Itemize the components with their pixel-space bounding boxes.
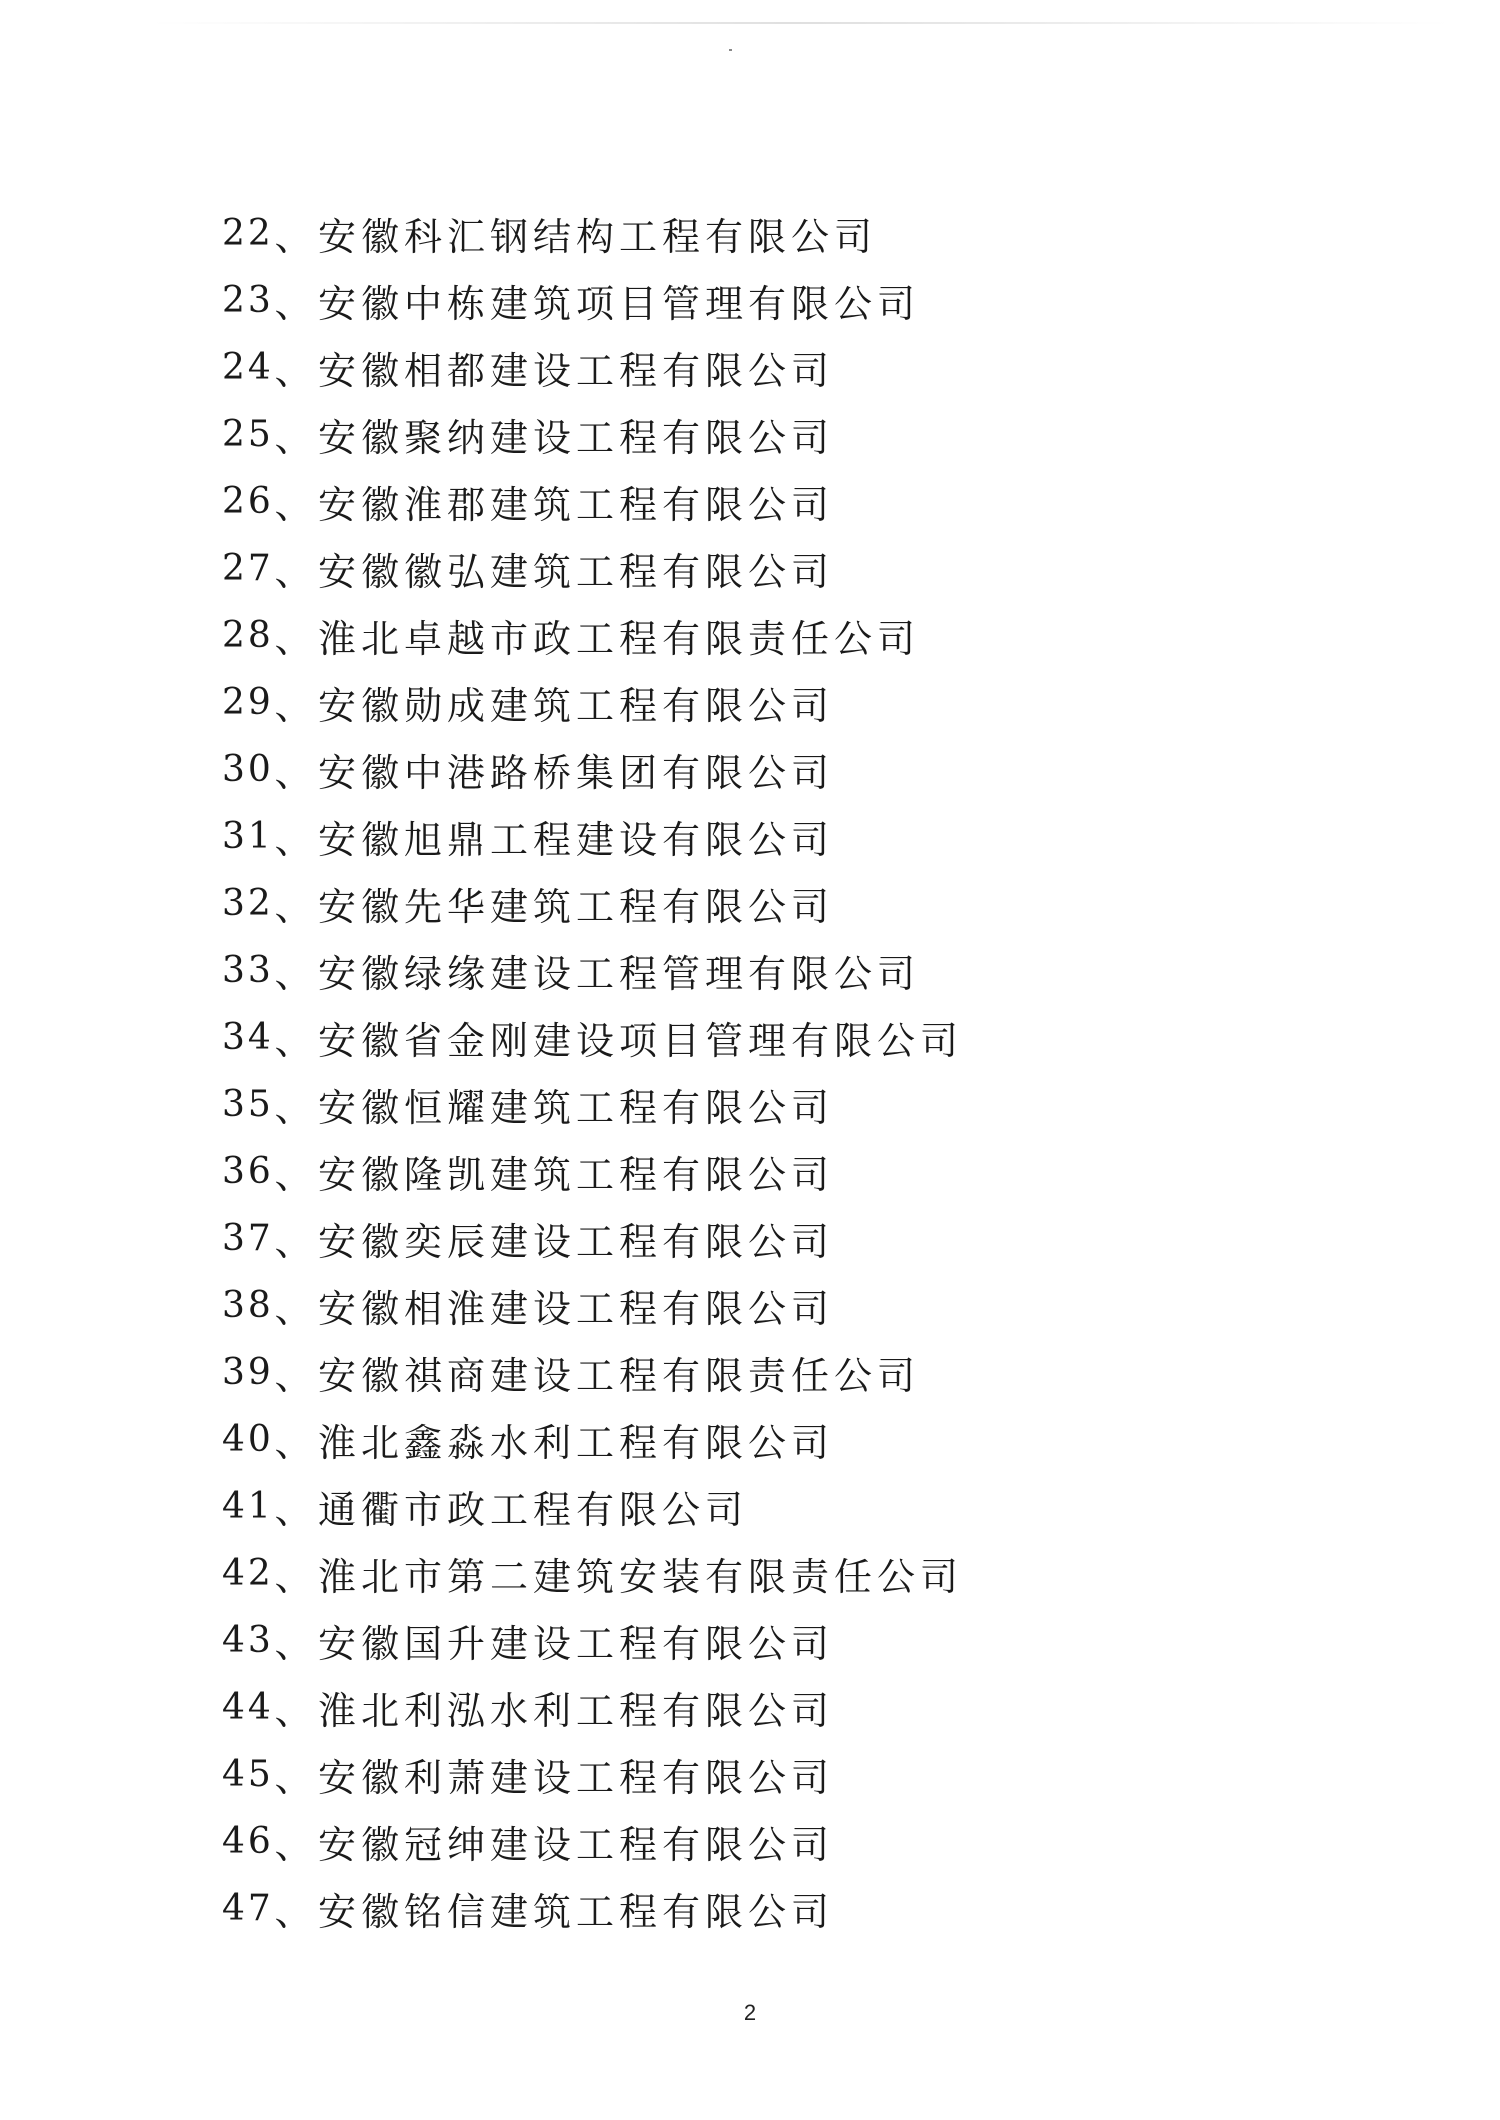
list-item xyxy=(222,1071,963,1138)
company-name: 安徽冠绅建设工程有限公司 xyxy=(318,1823,835,1867)
item-separator: 、 xyxy=(274,215,318,259)
list-item xyxy=(222,602,963,669)
company-name: 安徽旭鼎工程建设有限公司 xyxy=(318,818,835,862)
item-separator: 、 xyxy=(274,349,318,393)
company-name: 淮北鑫淼水利工程有限公司 xyxy=(318,1421,835,1465)
item-separator: 、 xyxy=(274,1421,318,1465)
list-item xyxy=(222,870,963,937)
item-separator: 、 xyxy=(274,282,318,326)
item-separator: 、 xyxy=(274,684,318,728)
item-number: 33 xyxy=(222,950,274,991)
item-separator: 、 xyxy=(274,1555,318,1599)
item-number: 30 xyxy=(222,749,274,790)
list-item xyxy=(222,1272,963,1339)
company-name: 安徽利萧建设工程有限公司 xyxy=(318,1756,835,1800)
company-name: 安徽相淮建设工程有限公司 xyxy=(318,1287,835,1331)
company-name: 安徽聚纳建设工程有限公司 xyxy=(318,416,835,460)
list-item xyxy=(222,1674,963,1741)
list-item xyxy=(222,200,963,267)
item-separator: 、 xyxy=(274,1220,318,1264)
list-item xyxy=(222,1741,963,1808)
item-separator: 、 xyxy=(274,416,318,460)
item-number: 24 xyxy=(222,347,274,388)
item-number: 40 xyxy=(222,1419,274,1460)
item-number: 32 xyxy=(222,883,274,924)
item-separator: 、 xyxy=(274,1823,318,1867)
list-item xyxy=(222,267,963,334)
item-separator: 、 xyxy=(274,1354,318,1398)
item-number: 29 xyxy=(222,682,274,723)
item-separator: 、 xyxy=(274,1622,318,1666)
list-item xyxy=(222,1473,963,1540)
company-name: 通衢市政工程有限公司 xyxy=(318,1488,749,1532)
item-separator: 、 xyxy=(274,1153,318,1197)
item-number: 23 xyxy=(222,280,274,321)
item-separator: 、 xyxy=(274,617,318,661)
item-separator: 、 xyxy=(274,818,318,862)
item-separator: 、 xyxy=(274,952,318,996)
item-number: 45 xyxy=(222,1754,274,1795)
company-name: 安徽相都建设工程有限公司 xyxy=(318,349,835,393)
item-number: 31 xyxy=(222,816,274,857)
item-number: 39 xyxy=(222,1352,274,1393)
item-separator: 、 xyxy=(274,1756,318,1800)
list-item xyxy=(222,1205,963,1272)
company-name: 安徽国升建设工程有限公司 xyxy=(318,1622,835,1666)
list-item xyxy=(222,535,963,602)
company-name: 安徽中栋建筑项目管理有限公司 xyxy=(318,282,921,326)
list-item xyxy=(222,401,963,468)
company-name: 安徽祺商建设工程有限责任公司 xyxy=(318,1354,921,1398)
list-item xyxy=(222,1004,963,1071)
company-name: 安徽徽弘建筑工程有限公司 xyxy=(318,550,835,594)
company-name: 安徽淮郡建筑工程有限公司 xyxy=(318,483,835,527)
item-number: 36 xyxy=(222,1151,274,1192)
item-number: 26 xyxy=(222,481,274,522)
list-item xyxy=(222,1339,963,1406)
list-item xyxy=(222,1138,963,1205)
company-name: 安徽勋成建筑工程有限公司 xyxy=(318,684,835,728)
company-list xyxy=(222,200,963,1942)
company-name: 安徽先华建筑工程有限公司 xyxy=(318,885,835,929)
list-item xyxy=(222,937,963,1004)
company-name: 淮北市第二建筑安装有限责任公司 xyxy=(318,1555,964,1599)
item-separator: 、 xyxy=(274,1287,318,1331)
company-name: 安徽铭信建筑工程有限公司 xyxy=(318,1890,835,1934)
item-number: 35 xyxy=(222,1084,274,1125)
list-item xyxy=(222,669,963,736)
company-name: 安徽奕辰建设工程有限公司 xyxy=(318,1220,835,1264)
list-item xyxy=(222,736,963,803)
list-item xyxy=(222,1607,963,1674)
item-separator: 、 xyxy=(274,1488,318,1532)
list-item xyxy=(222,468,963,535)
item-separator: 、 xyxy=(274,1890,318,1934)
item-number: 42 xyxy=(222,1553,274,1594)
scan-top-edge xyxy=(150,22,1450,24)
page-number: 2 xyxy=(743,2000,757,2025)
item-separator: 、 xyxy=(274,483,318,527)
item-separator: 、 xyxy=(274,885,318,929)
item-number: 34 xyxy=(222,1017,274,1058)
item-number: 46 xyxy=(222,1821,274,1862)
company-name: 安徽恒耀建筑工程有限公司 xyxy=(318,1086,835,1130)
list-item xyxy=(222,334,963,401)
item-separator: 、 xyxy=(274,1019,318,1063)
item-separator: 、 xyxy=(274,1086,318,1130)
list-item xyxy=(222,1406,963,1473)
list-item xyxy=(222,1875,963,1942)
item-separator: 、 xyxy=(274,751,318,795)
company-name: 淮北利泓水利工程有限公司 xyxy=(318,1689,835,1733)
item-number: 38 xyxy=(222,1285,274,1326)
item-separator: 、 xyxy=(274,1689,318,1733)
company-name: 安徽隆凯建筑工程有限公司 xyxy=(318,1153,835,1197)
item-number: 43 xyxy=(222,1620,274,1661)
company-name: 安徽省金刚建设项目管理有限公司 xyxy=(318,1019,964,1063)
item-number: 44 xyxy=(222,1687,274,1728)
item-number: 27 xyxy=(222,548,274,589)
list-item xyxy=(222,1540,963,1607)
list-item xyxy=(222,1808,963,1875)
scan-mark xyxy=(729,49,732,51)
item-number: 41 xyxy=(222,1486,274,1527)
company-name: 安徽绿缘建设工程管理有限公司 xyxy=(318,952,921,996)
item-separator: 、 xyxy=(274,550,318,594)
item-number: 47 xyxy=(222,1888,274,1929)
list-item xyxy=(222,803,963,870)
company-name: 淮北卓越市政工程有限责任公司 xyxy=(318,617,921,661)
company-name: 安徽中港路桥集团有限公司 xyxy=(318,751,835,795)
company-name: 安徽科汇钢结构工程有限公司 xyxy=(318,215,878,259)
item-number: 28 xyxy=(222,615,274,656)
item-number: 25 xyxy=(222,414,274,455)
item-number: 22 xyxy=(222,213,274,254)
item-number: 37 xyxy=(222,1218,274,1259)
